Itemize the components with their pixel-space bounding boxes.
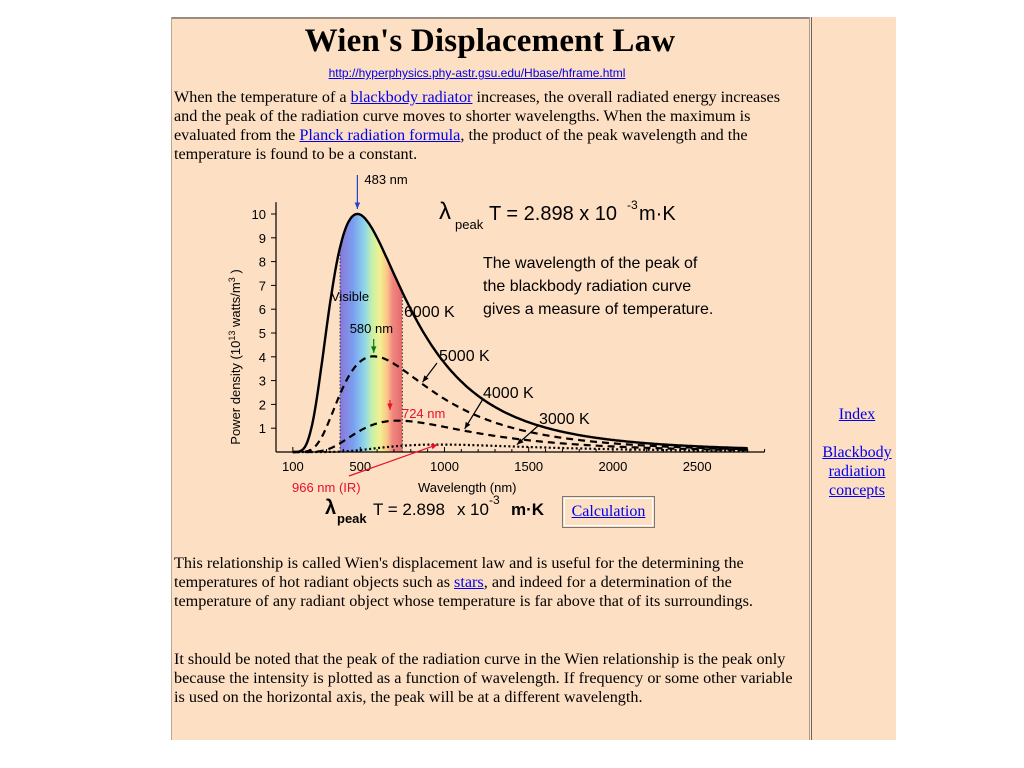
peak-label-4000k: 724 nm	[401, 406, 446, 421]
top-border	[171, 17, 809, 19]
y-tick-label: 5	[258, 326, 266, 341]
formula-lambda-symbol: λ	[325, 497, 337, 519]
peak-arrow-6000k-head	[355, 203, 360, 209]
series-arrow-4000k-head	[465, 422, 471, 429]
intro-text-3: , the product of the peak wavelength and the temperature is found to be a constant.	[174, 126, 748, 163]
formula-peak-subscript: peak	[337, 511, 367, 526]
formula-unit-mK: m·K	[511, 500, 545, 519]
x-axis-label: Wavelength (nm)	[418, 480, 517, 495]
visible-label: Visible	[331, 289, 370, 304]
formula-base: 10	[470, 500, 489, 519]
formula-value: = 2.898	[383, 500, 445, 519]
page-title: Wien's Displacement Law	[304, 23, 676, 59]
intro-paragraph	[174, 88, 806, 164]
y-tick-label: 6	[258, 302, 266, 318]
para2-text-1: This relationship is called Wien's displacement law and is useful for the determining the temperatures of hot radiant objects such as	[174, 554, 744, 591]
peak-label-6000k: 483 nm	[364, 172, 408, 187]
x-tick-label: 1000	[430, 459, 459, 474]
blackbody-concepts-link[interactable]	[812, 443, 902, 500]
x-tick-label: 100	[281, 459, 304, 474]
x-tick-label: 2000	[598, 459, 628, 474]
x-tick-label: 2500	[682, 459, 712, 474]
intro-text-1: When the temperature of a	[174, 88, 351, 106]
relationship-paragraph	[174, 554, 806, 611]
peak-label-5000k: 580 nm	[349, 321, 394, 336]
description-line-3: gives a measure of temperature.	[483, 301, 714, 318]
wien-formula	[321, 495, 571, 535]
y-axis-label: Power density ($10^{13}$ watts/$m^3$ )	[227, 269, 243, 445]
series-label-4000k: 4000 K	[483, 385, 534, 402]
peak-arrow-3000k-head	[431, 444, 438, 449]
main-panel	[171, 17, 809, 740]
formula-exp: -3	[489, 493, 500, 507]
page-frame	[171, 17, 896, 740]
y-tick-label: 10	[251, 207, 266, 222]
blackbody-radiation-chart	[221, 169, 771, 499]
y-tick-label: 8	[258, 254, 266, 270]
formula-unit: m·K	[639, 203, 676, 225]
y-tick-label: 4	[258, 349, 266, 365]
formula-body: T = 2.898 x 10	[489, 203, 618, 225]
series-label-3000k: 3000 K	[539, 411, 590, 428]
left-border	[171, 17, 172, 740]
y-tick-label: 7	[258, 278, 266, 294]
planck-formula-link[interactable]: Planck radiation formula	[299, 126, 461, 144]
stars-link[interactable]: stars	[454, 573, 484, 591]
concepts-line-1: Blackbody	[822, 444, 892, 461]
blackbody-radiator-link[interactable]: blackbody radiator	[350, 88, 473, 106]
intro-text-2: increases, the overall radiated energy increases and the peak of the radiation curve moves to shorter wavelengths. When the maximum is evaluated from the	[174, 88, 780, 144]
index-link[interactable]: Index	[838, 406, 876, 423]
note-paragraph: It should be noted that the peak of the radiation curve in the Wien relationship is the peak only because the intensity is plotted as a function of wavelength. If frequency or some other variable is used on the horizontal axis, the peak will be at a different wavelength.	[174, 650, 793, 706]
series-arrow-5000k-head	[423, 375, 429, 382]
formula-exponent: -3	[627, 198, 638, 212]
concepts-line-2: radiation	[828, 463, 886, 480]
formula-subscript: peak	[455, 217, 484, 232]
y-tick-label: 3	[258, 373, 266, 389]
concepts-line-3: concepts	[829, 482, 885, 499]
description-line-1: The wavelength of the peak of	[483, 255, 698, 272]
formula-T: T	[373, 500, 384, 519]
y-tick-label: 9	[258, 230, 266, 246]
y-tick-label: 1	[258, 421, 266, 437]
calculation-button[interactable]: Calculation	[562, 496, 655, 528]
x-tick-label: 1500	[514, 459, 544, 474]
source-url[interactable]: http://hyperphysics.phy-astr.gsu.edu/Hbase/hframe.html	[328, 66, 626, 80]
chart-axes	[252, 202, 765, 474]
formula-lambda: λ	[439, 198, 451, 225]
series-label-6000k: 6000 K	[404, 304, 455, 321]
formula-times: x	[457, 500, 466, 519]
series-label-5000k: 5000 K	[439, 348, 490, 365]
sidebar	[812, 17, 896, 740]
y-tick-label: 2	[258, 397, 266, 413]
description-line-2: the blackbody radiation curve	[483, 278, 692, 295]
para2-text-2: , and indeed for a determination of the temperature of any radiant object whose temperature is far above that of its surroundings.	[174, 573, 753, 610]
x-tick-label: 500	[349, 459, 372, 474]
peak-label-3000k: 966 nm (IR)	[292, 480, 361, 495]
